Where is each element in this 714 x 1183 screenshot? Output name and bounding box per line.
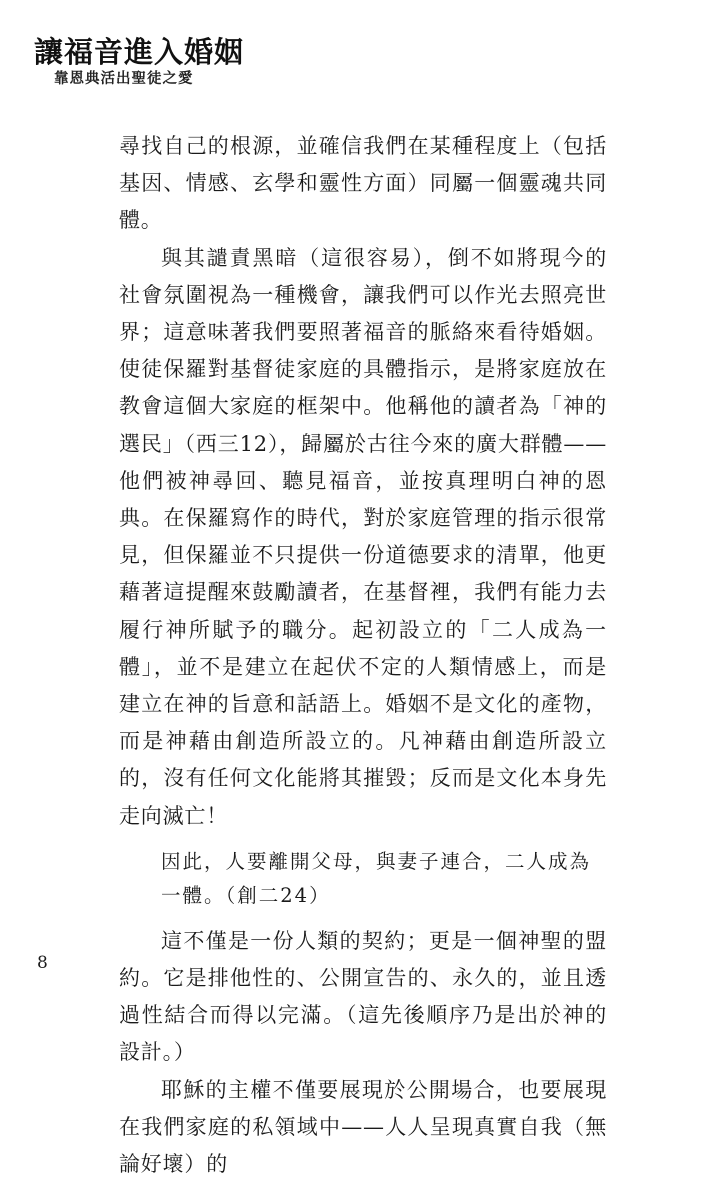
- book-subtitle: 靠恩典活出聖徒之愛: [54, 71, 194, 87]
- paragraph: 與其譴責黑暗（這很容易），倒不如將現今的社會氛圍視為一種機會，讓我們可以作光去照亮世界；這意味著我們要照著福音的脈絡來看待婚姻。使徒保羅對基督徒家庭的具體指示，是將家庭放在教會這個大家庭的框架中。他稱他的讀者為「神的選民」（西三12），歸屬於古往今來的廣大群體——他們被神尋回、聽見福音，並按真理明白神的恩典。在保羅寫作的時代，對於家庭管理的指示很常見，但保羅並不只提供一份道德要求的清單，他更藉著這提醒來鼓勵讀者，在基督裡，我們有能力去履行神所賦予的職分。起初設立的「二人成為一體」，並不是建立在起伏不定的人類情感上，而是建立在神的旨意和話語上。婚姻不是文化的產物，而是神藉由創造所設立的。凡神藉由創造所設立的，沒有任何文化能將其摧毀；反而是文化本身先走向滅亡！: [119, 245, 607, 828]
- body-text: [119, 128, 607, 1183]
- paragraph: 這不僅是一份人類的契約；更是一個神聖的盟約。它是排他性的、公開宣告的、永久的，並且透過性結合而得以完滿。（這先後順序乃是出於神的設計。）: [119, 928, 607, 1065]
- scripture-quote: 因此，人要離開父母，與妻子連合，二人成為一體。（創二24）: [161, 849, 592, 907]
- page-number: 8: [37, 953, 48, 973]
- paragraph: 尋找自己的根源，並確信我們在某種程度上（包括基因、情感、玄學和靈性方面）同屬一個靈魂共同體。: [119, 134, 607, 233]
- book-title: 讓福音進入婚姻: [34, 35, 245, 69]
- paragraph: 耶穌的主權不僅要展現於公開場合，也要展現在我們家庭的私領域中——人人呈現真實自我（無論好壞）的: [119, 1077, 607, 1177]
